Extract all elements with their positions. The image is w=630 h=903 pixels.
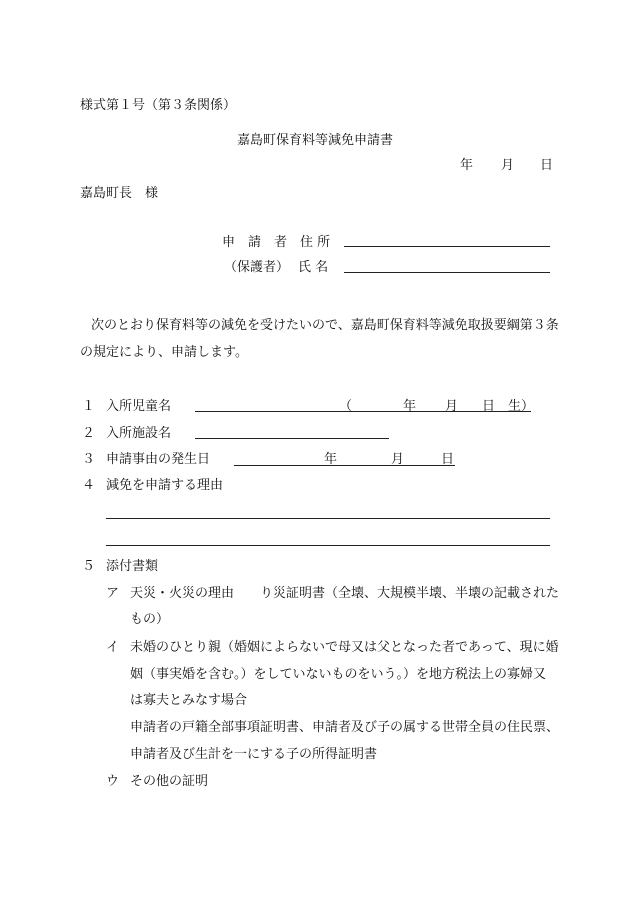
body-line-2: の規定により、申請します。 — [80, 345, 248, 360]
item-1-day-born-label: 日 生） — [482, 399, 535, 414]
address-field[interactable] — [344, 246, 550, 247]
item-3-month-label: 月 — [391, 452, 405, 467]
reason-field-line-1[interactable] — [106, 518, 550, 519]
item-2-label: 入所施設名 — [106, 426, 172, 441]
item-4-label: 減免を申請する理由 — [106, 478, 224, 493]
item-2-number: ２ — [82, 426, 96, 441]
date-year-label: 年 — [460, 158, 474, 173]
attachment-i-line-2: 姻（事実婚を含む。）をしていないものをいう。）を地方税法上の寡婦又 — [130, 667, 547, 682]
attachment-a-line-1: 天災・火災の理由 り災証明書（全壊、大規模半壊、半壊の記載された — [130, 586, 560, 601]
address-label: 住 所 — [300, 235, 331, 250]
attachment-a-line-2: もの） — [130, 612, 170, 627]
attachment-i-line-4: 申請者の戸籍全部事項証明書、申請者及び子の属する世帯全員の住民票、 — [130, 720, 560, 735]
item-3-day-label: 日 — [441, 452, 455, 467]
date-day-label: 日 — [540, 158, 554, 173]
body-line-1: 次のとおり保育料等の減免を受けたいので、嘉島町保育料等減免取扱要綱第３条 — [91, 318, 559, 333]
item-1-number: １ — [82, 399, 96, 414]
attachment-i-line-1: 未婚のひとり親（婚姻によらないで母又は父となった者であって、現に婚 — [130, 640, 559, 655]
form-number: 様式第１号（第３条関係） — [80, 98, 237, 113]
child-name-field[interactable] — [195, 411, 531, 412]
addressee: 嘉島町長 様 — [80, 186, 159, 201]
item-3-number: ３ — [82, 452, 96, 467]
item-3-year-label: 年 — [324, 452, 338, 467]
date-month-label: 月 — [501, 158, 515, 173]
item-1-paren-open: （ — [339, 399, 353, 414]
item-5-number: ５ — [82, 559, 96, 574]
attachment-i-line-3: は寡夫とみなす場合 — [130, 693, 248, 708]
attachment-u-line-1: その他の証明 — [130, 774, 209, 789]
item-1-year-label: 年 — [403, 399, 417, 414]
name-label: 氏 名 — [298, 260, 329, 275]
item-1-month-label: 月 — [445, 399, 459, 414]
item-1-label: 入所児童名 — [106, 399, 172, 414]
attachment-u-mark: ウ — [106, 774, 120, 789]
name-field[interactable] — [344, 272, 550, 273]
item-3-label: 申請事由の発生日 — [106, 452, 211, 467]
attachment-i-mark: イ — [106, 640, 120, 655]
facility-name-field[interactable] — [195, 438, 389, 439]
document-title: 嘉島町保育料等減免申請書 — [237, 133, 394, 148]
guardian-label: （保護者） — [224, 260, 290, 275]
occurrence-date-field[interactable] — [234, 465, 455, 466]
attachment-i-line-5: 申請者及び生計を一にする子の所得証明書 — [130, 747, 378, 762]
item-5-label: 添付書類 — [106, 559, 159, 574]
item-4-number: ４ — [82, 478, 96, 493]
attachment-a-mark: ア — [106, 586, 120, 601]
applicant-role-label: 申 請 者 — [222, 235, 288, 250]
reason-field-line-2[interactable] — [106, 545, 550, 546]
